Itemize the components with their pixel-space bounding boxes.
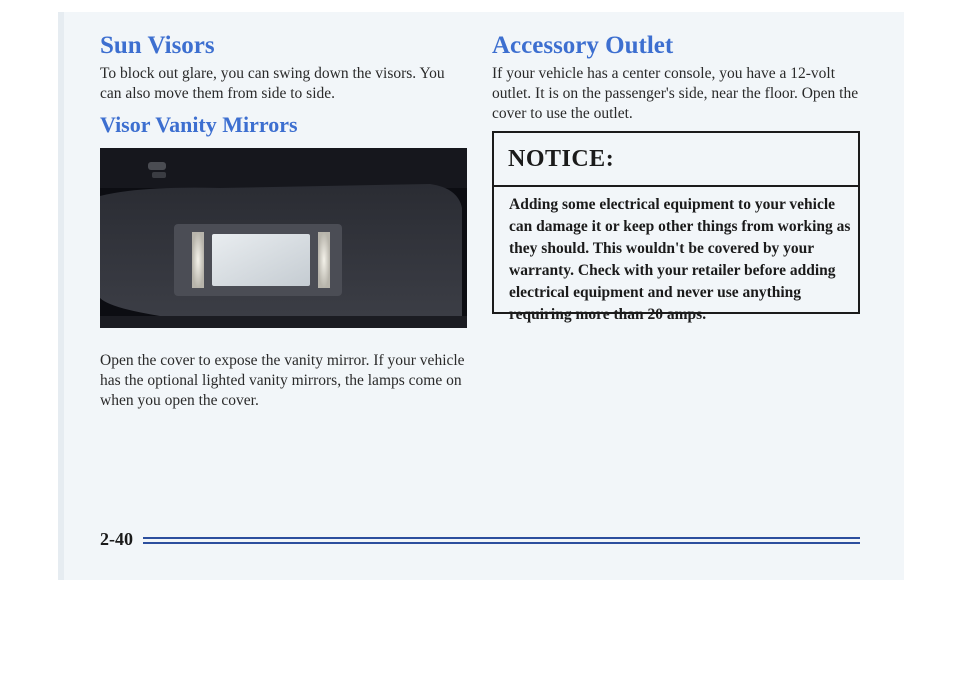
notice-header	[494, 133, 858, 187]
section-heading-sun-visors: Sun Visors	[100, 32, 215, 59]
page-number: 2-40	[100, 529, 133, 549]
notice-title: NOTICE:	[508, 146, 615, 172]
notice-body: Adding some electrical equipment to your vehicle can damage it or keep other things from working as they should. This wouldn't be covered by your warranty. Check with your retailer before adding electrical equipment and never use anything requiring more than 20 amps.	[509, 196, 851, 323]
accessory-outlet-paragraph: If your vehicle has a center console, you have a 12-volt outlet. It is on the passenger's side, near the floor. Open the cover to use the outlet.	[492, 65, 859, 122]
section-heading-accessory-outlet: Accessory Outlet	[492, 32, 674, 59]
page-edge	[58, 12, 64, 580]
sun-visors-paragraph: To block out glare, you can swing down the visors. You can also move them from side to side.	[100, 65, 445, 102]
footer-rule-bottom	[143, 542, 860, 544]
vanity-mirror-photo	[100, 148, 467, 328]
footer-rule-top	[143, 537, 860, 539]
notice-box	[492, 131, 860, 323]
vanity-mirror-illustration	[100, 148, 467, 328]
vanity-mirror-paragraph: Open the cover to expose the vanity mirror. If your vehicle has the optional lighted vanity mirrors, the lamps come on when you open the cover.	[100, 352, 465, 409]
subheading-visor-vanity-mirrors: Visor Vanity Mirrors	[100, 112, 298, 137]
